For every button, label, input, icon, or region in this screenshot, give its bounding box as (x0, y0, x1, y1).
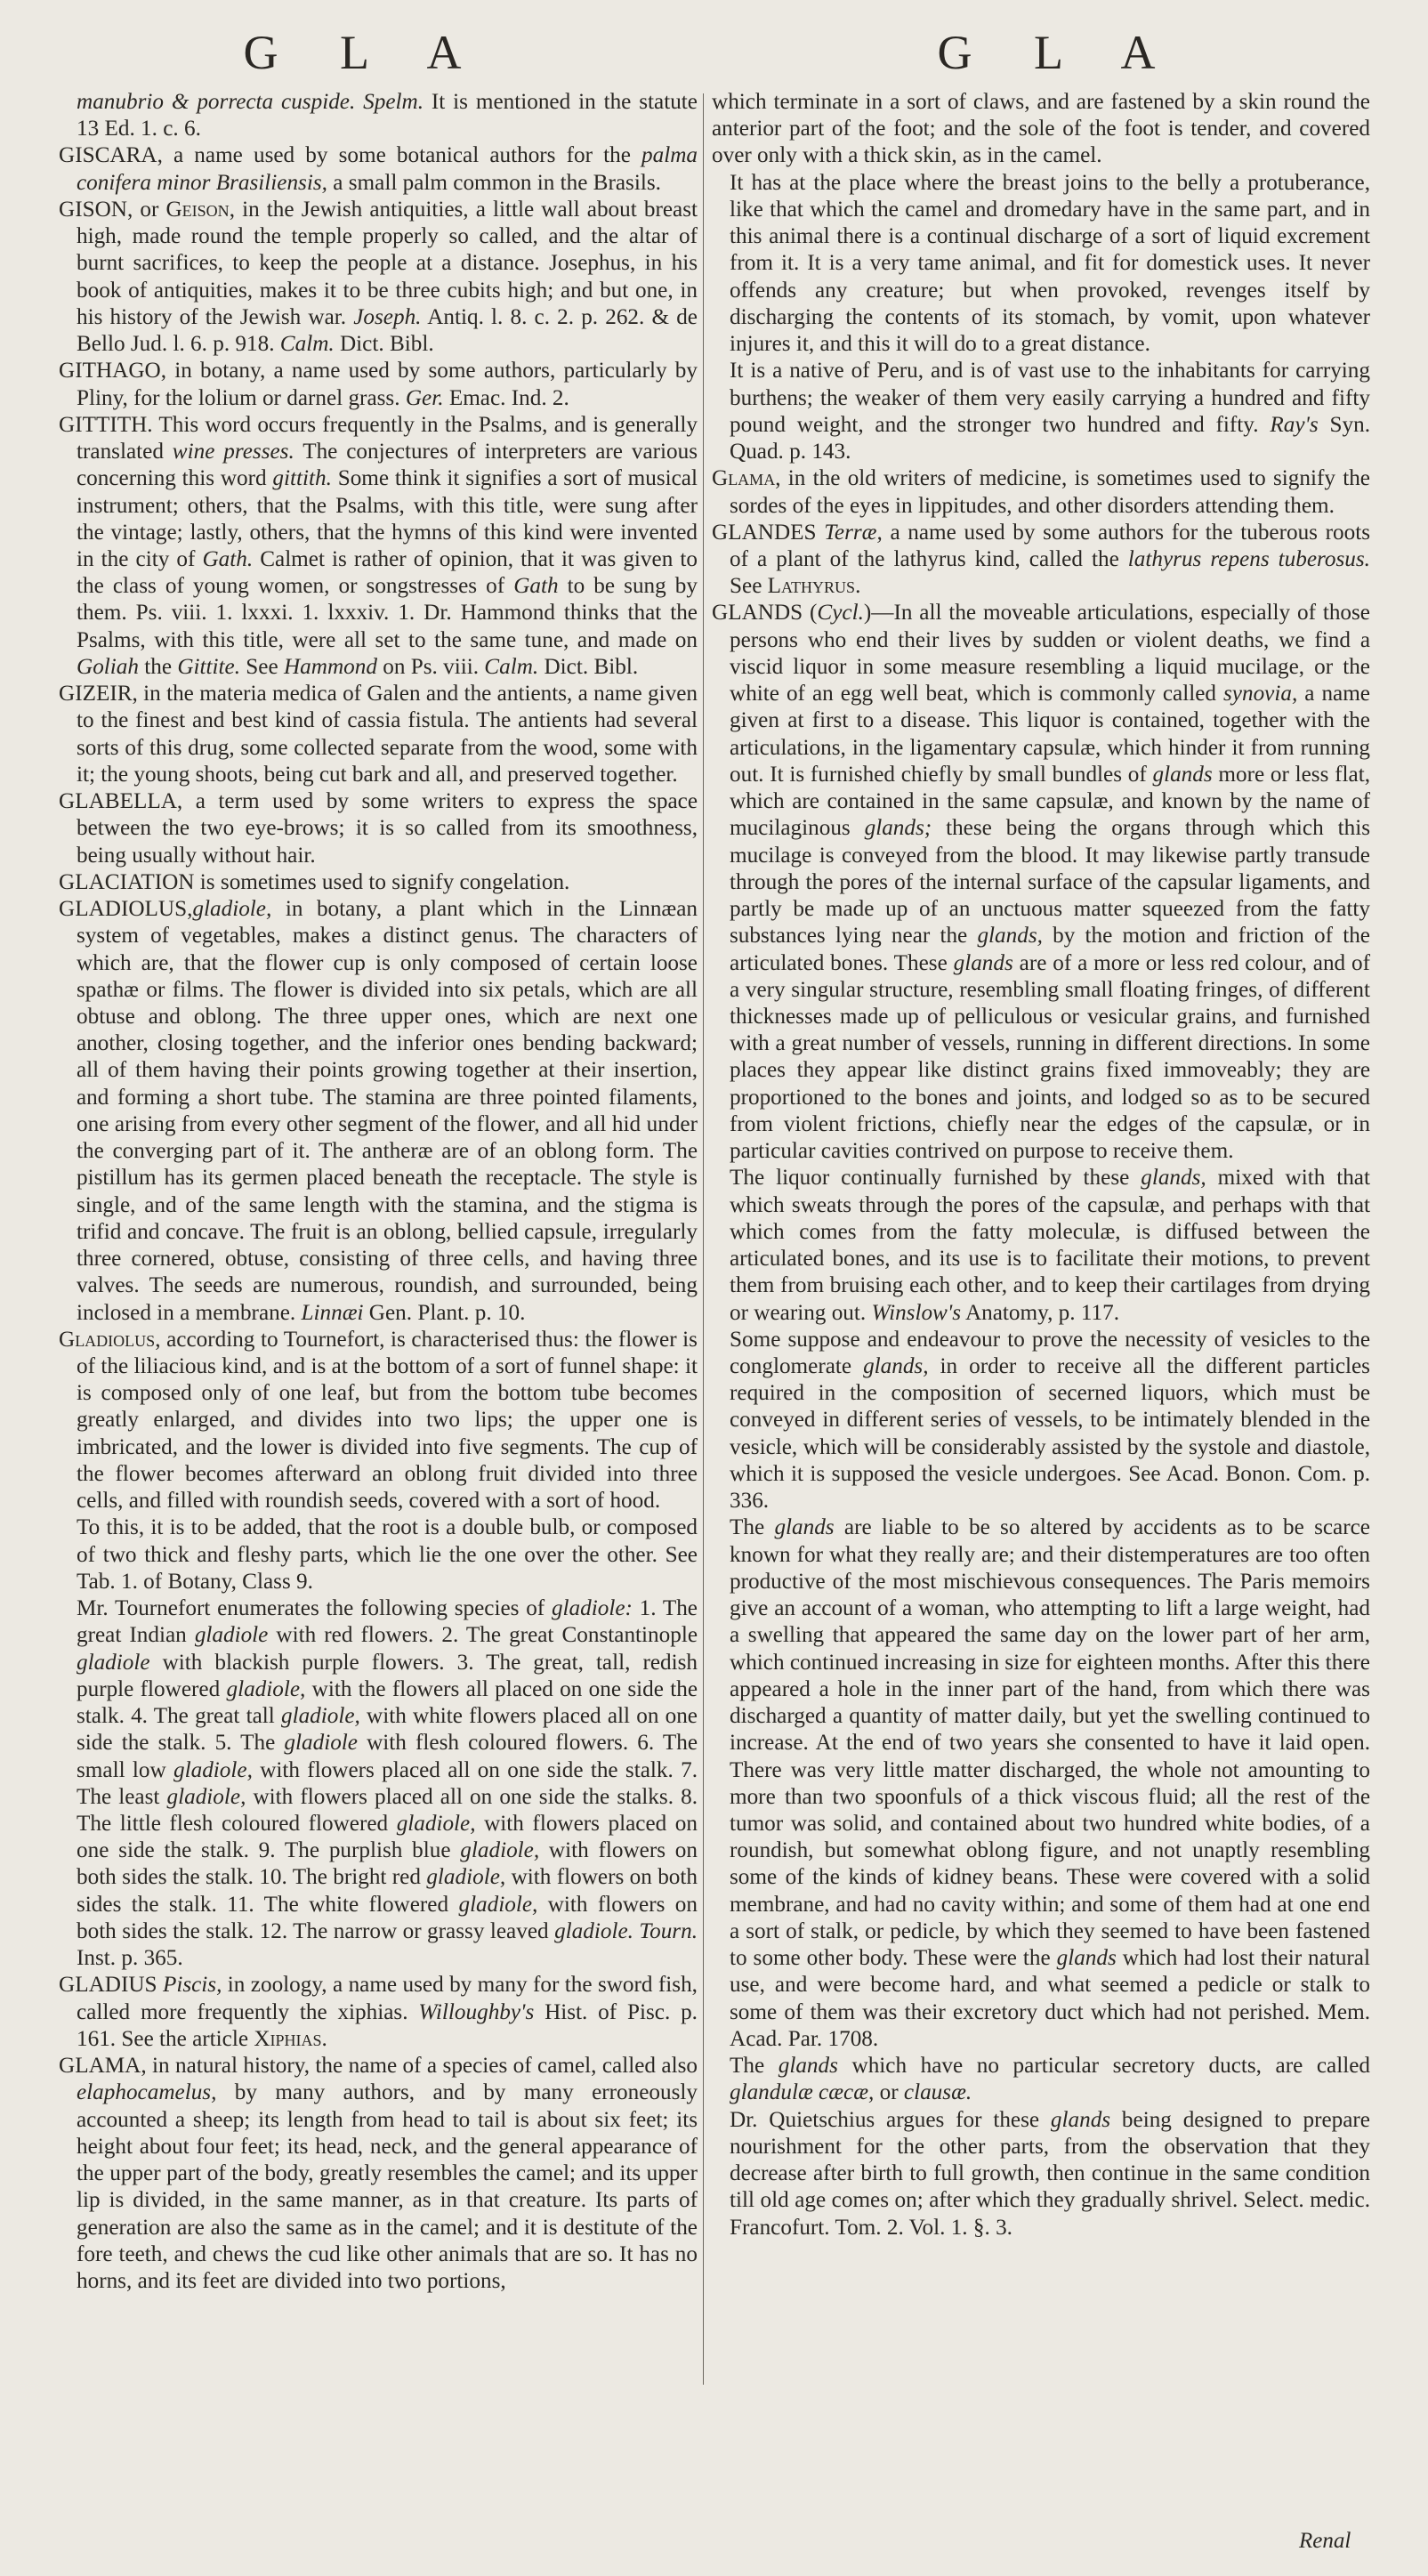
text-run: with flesh coloured flowers. 6. The small low (77, 1731, 698, 1782)
text-run: GIZEIR, in the materia medica of Galen and the antients, a name given to the finest and best kind of cassia fistula. The antients had several sorts of this drug, some collected separate from the wood, some with it; the young shoots, being cut bark and all, and preserved together. (59, 682, 698, 787)
text-run: a name used by some authors for the tuberous roots of a plant of the lathyrus kind, called the (730, 520, 1370, 571)
text-run: To this, it is to be added, that the root is a double bulb, or composed of two thick and fleshy parts, which lie the one over the other. See Tab. 1. of Botany, Class 9. (77, 1515, 698, 1594)
dictionary-entry (59, 2053, 698, 2295)
italic-run: glands, (863, 1354, 929, 1379)
paragraph (712, 2053, 1370, 2106)
paragraph (712, 1514, 1370, 2053)
italic-run: gladiole, (192, 897, 272, 922)
text-run: Dict. Bibl. (334, 332, 434, 357)
text-run: are of a more or less red colour, and of a very singular structure, resembling small floating fringes, of different thicknesses made up of pelliculous or vesicular grains, and furnished with a great number of vessels, running in different directions. In some places they appear like distinct grains fixed immoveably; they are proportioned to the bones and joints, and lodged so as to be secured from violent frictions, chiefly near the edges of the capsulæ, or in particular cavities contrived on purpose to receive them. (730, 950, 1370, 1164)
italic-run: glands, (977, 924, 1043, 949)
italic-run: gladiole (284, 1731, 358, 1756)
italic-run: gladiole, (426, 1865, 506, 1890)
running-head-right: G L A (937, 26, 1181, 79)
italic-run: Winslow's (871, 1300, 962, 1325)
text-run: )—In all the moveable articulations, especially of those persons who end their lives by sudden or violent deaths, we find a viscid liquor in some measure resembling a liquid mucilage, or the white of an egg well beat, which is commonly called (730, 601, 1370, 707)
italic-run: Gath. (202, 546, 254, 571)
text-run: GLAMA, in natural history, the name of a species of camel, called also (59, 2054, 698, 2079)
italic-run: glands (778, 2054, 838, 2079)
text-run: Some suppose and endeavour to prove the necessity of vesicles to the conglomerate (730, 1327, 1370, 1379)
paragraph (712, 170, 1370, 359)
text-run: which had lost their natural use, and were become hard, and what seemed a pedicle or stalk to some of them was their excretory duct which had not perished. Mem. Acad. Par. 1708. (730, 1946, 1370, 2051)
italic-run: gladiole, (460, 1838, 540, 1863)
text-run: being designed to prepare nourishment for the other parts, from the observation that they decrease after birth to full growth, then continue in the same condition till old age comes on; after which they gradually shrivel. Select. medic. Francofurt. Tom. 2. Vol. 1. §. 3. (730, 2107, 1370, 2240)
text-run: with the flowers all placed on one side the stalk. 4. The great tall (77, 1676, 698, 1729)
text-run: mixed with that which sweats through the pores of the capsulæ, and perhaps with that which comes from the fatty moleculæ, is diffused between the articulated bones, and its use is to facilitate their motions, to prevent them from bruising each other, and to keep their cartilages from drying or wearing out. (730, 1166, 1370, 1325)
italic-run: manubrio & porrecta cuspide. Spelm. (77, 90, 424, 114)
left-column (59, 89, 698, 2295)
text-run: . (321, 2026, 327, 2051)
text-run: or (874, 2080, 904, 2105)
paragraph (59, 1595, 698, 1972)
text-run: It is a native of Peru, and is of vast use to the inhabitants for carrying burthens; the weaker of them very easily carrying a hundred and fifty pound weight, and the stronger two hundred and fifty. (730, 359, 1370, 437)
paragraph (59, 1514, 698, 1595)
text-run: more or less flat, which are contained in the same capsulæ, and known by the name of mucilaginous (730, 762, 1371, 841)
italic-run: gladiole (194, 1623, 269, 1648)
italic-run: Gittite. (177, 654, 240, 679)
dictionary-entry (59, 869, 698, 896)
text-run: GLABELLA, a term used by some writers to express the space between the two eye-brows; it is so called from its smoothness, being usually without hair. (59, 789, 698, 868)
italic-run: lathyrus repens tuberosus. (1127, 546, 1370, 571)
text-run: Some think it signifies a sort of musical instrument; others, that the Psalms, with this title, were sung after the vintage; lastly, others, that the hymns of this kind were invented in the city of (77, 466, 698, 571)
paragraph (712, 358, 1370, 465)
text-run: Glama (712, 466, 776, 491)
text-run: with red flowers. 2. The great Constantinople (268, 1623, 698, 1648)
italic-run: gladiole, (280, 1704, 360, 1729)
italic-run: Goliah (77, 654, 139, 679)
text-run: Hist. of Pisc. p. 161. See the article (77, 1999, 698, 2051)
paragraph (712, 1165, 1370, 1326)
text-run: on Ps. viii. (376, 654, 485, 679)
italic-run: Terræ, (824, 520, 883, 545)
text-run: with flowers on both sides the stalk. 12. The narrow or grassy leaved (77, 1892, 698, 1943)
text-run: Gladiolus (59, 1327, 156, 1352)
text-run: . (855, 574, 861, 599)
text-run: GLADIUS (59, 1973, 163, 1998)
dictionary-entry (59, 412, 698, 681)
paragraph (712, 2107, 1370, 2241)
text-run: Inst. p. 365. (77, 1946, 183, 1971)
dictionary-entry (59, 358, 698, 411)
text-run: GLANDES (712, 520, 825, 545)
text-run: by the motion and friction of the articulated bones. These (730, 924, 1370, 975)
dictionary-entry (59, 896, 698, 1327)
text-run: , according to Tournefort, is characterised thus: the flower is of the liliacious kind, and is at the bottom of a sort of funnel shape: it is composed only of one leaf, but from the bottom tube becomes greatly enlarged, and divides into two lips; the upper one is imbricated, and the lower is divided into five segments. The cup of the flower becomes afterward an oblong fruit divided into three cells, and filled with roundish seeds, covered with a sort of hood. (77, 1327, 698, 1514)
text-run: by many authors, and by many erroneously accounted a sheep; its length from head to tail is about six feet; its height about four feet; its head, neck, and the general appearance of the upper part of the body, greatly resembles the camel; and its upper lip is divided, in the same manner, as in that creature. Its parts of generation are also the same as in the camel; and it is destitute of the fore teeth, and chews the cud like other animals that are so. It has no horns, and its feet are divided into two portions, (77, 2080, 698, 2293)
italic-run: glands (1050, 2107, 1111, 2132)
dictionary-entry (712, 600, 1370, 1165)
text-run: which terminate in a sort of claws, and are fastened by a skin round the anterior part of the foot; and the sole of the foot is tender, and covered over only with a thick skin, as in the camel. (712, 90, 1370, 168)
text-run: Calmet is rather of opinion, that it was given to the class of young women, or songstresses of (77, 546, 698, 599)
text-run: GISCARA, a name used by some botanical authors for the (59, 143, 642, 168)
dictionary-entry (59, 197, 698, 358)
text-run: Dict. Bibl. (538, 654, 639, 679)
text-run: in botany, a plant which in the Linnæan system of vegetables, makes a distinct genus. The characters of which are, that the flower cup is only composed of certain loose spathæ or films. The flower is divided into six petals, which are all obtuse and oblong. The three upper ones, which are next one another, closing together, and the inferior ones bending backward; all of them having their points growing together at their insertion, and forming a short tube. The stamina are three pointed filaments, one arising from every other segment of the flower, and all hid under the converging part of it. The antheræ are of an oblong form. The pistillum has its germen placed beneath the receptacle. The style is single, and of the same length with the stamina, and the stigma is trifid and concave. The fruit is an oblong, bellied capsule, irregularly three cornered, obtuse, consisting of three cells, and having three valves. The seeds are numerous, roundish, and surrounded, being inclosed in a membrane. (77, 897, 698, 1325)
italic-run: gladiole (77, 1650, 150, 1675)
italic-run: gladiole, (226, 1676, 306, 1701)
paragraph (59, 89, 698, 142)
italic-run: gladiole, (458, 1892, 538, 1917)
text-run: with flowers placed all on one side the stalks. 8. The little flesh coloured flowered (77, 1784, 698, 1836)
italic-run: elaphocamelus, (77, 2080, 217, 2105)
dictionary-entry (59, 1327, 698, 1515)
text-run: , in the old writers of medicine, is sometimes used to signify the sordes of the eyes in lippitudes, and other disorders attending them. (730, 466, 1370, 518)
catchword: Renal (1299, 2529, 1351, 2553)
dictionary-entry (712, 520, 1370, 601)
text-run: with flowers on both sides the stalk. 11. The white flowered (77, 1865, 698, 1917)
text-run: GITHAGO, in botany, a name used by some authors, particularly by Pliny, for the lolium or darnel grass. (59, 359, 698, 410)
text-run: GISON, or (59, 197, 166, 222)
italic-run: synovia, (1223, 682, 1298, 707)
italic-run: glands (953, 950, 1013, 975)
text-run: with flowers placed on one side the stalk. 9. The purplish blue (77, 1812, 698, 1863)
text-run: 1. The great Indian (77, 1596, 698, 1648)
paragraph (712, 89, 1370, 170)
text-run: Xiphias (254, 2026, 322, 2051)
text-run: GITTITH. This word occurs frequently in the Psalms, and is generally translated (59, 412, 698, 464)
italic-run: glands (1056, 1946, 1117, 1971)
dictionary-entry (59, 1972, 698, 2053)
text-run: , in the Jewish antiquities, a little wall about breast high, made round the temple properly so called, and the altar of burnt sacrifices, to keep the people at a distance. Josephus, in his book of antiquities, makes it to be three cubits high; and but one, in his history of the Jewish war. (77, 197, 698, 329)
italic-run: Cycl. (817, 601, 864, 626)
text-run: Anatomy, p. 117. (961, 1300, 1119, 1325)
italic-run: glandulæ cæcæ, (730, 2080, 875, 2105)
text-run: these being the organs through which this mucilage is conveyed from the blood. It may likewise partly transude through the pores of the internal surface of the capsular ligaments, and partly be made up of an unctuous matter squeezed from the fatty substances lying near the (730, 816, 1370, 949)
italic-run: Linnæi (301, 1300, 364, 1325)
italic-run: gladiole: (551, 1596, 633, 1621)
italic-run: glands (774, 1515, 835, 1540)
italic-run: Ray's (1270, 412, 1319, 437)
italic-run: Tourn. (639, 1918, 698, 1943)
text-run: which have no particular secretory ducts, are called (837, 2054, 1370, 2079)
italic-run: wine presses. (172, 440, 294, 464)
italic-run: Calm. (484, 654, 539, 679)
text-run: It has at the place where the breast joins to the belly a protuberance, like that which the camel and dromedary have in the same part, and in this animal there is a continual discharge of a sort of liquid excrement from it. It is a very tame animal, and fit for domestick uses. It never offends any creature; but when provoked, revenges itself by discharging the contents of its stomach, by vomit, upon whatever injures it, and this it will do to a great distance. (730, 170, 1370, 357)
text-run: the (138, 654, 178, 679)
dictionary-entry (59, 681, 698, 788)
right-column (712, 89, 1370, 2241)
dictionary-entry (712, 465, 1370, 519)
text-run: GLANDS ( (712, 601, 818, 626)
italic-run: gladiole, (166, 1784, 246, 1809)
text-run: GLADIOLUS, (59, 897, 193, 922)
italic-run: glands (1152, 762, 1213, 787)
text-run: with flowers on both sides the stalk. 10. The bright red (77, 1838, 698, 1890)
text-run: with white flowers placed all on one side the stalk. 5. The (77, 1704, 698, 1756)
italic-run: gladiole, (173, 1757, 253, 1782)
text-run: Antiq. l. 8. c. 2. p. 262. & de Bello Jud. l. 6. p. 918. (77, 304, 698, 357)
text-run: Syn. Quad. p. 143. (730, 412, 1371, 464)
italic-run: Willoughby's (418, 1999, 535, 2024)
text-run: The conjectures of interpreters are various concerning this word (77, 440, 698, 491)
italic-run: gladiole. (554, 1918, 633, 1943)
italic-run: Calm. (279, 332, 335, 357)
paragraph (712, 1327, 1370, 1515)
text-run: See (730, 574, 768, 599)
text-run: It is mentioned in the statute 13 Ed. 1. c. 6. (77, 90, 698, 141)
italic-run: Piscis, (162, 1973, 222, 1998)
italic-run: clausæ. (903, 2080, 972, 2105)
text-run: a name given at first to a disease. This liquor is contained, together with the articulations, in the ligamentary capsulæ, which hinder it from running out. It is furnished chiefly by small bundles of (730, 682, 1370, 787)
italic-run: palma conifera minor Brasiliensis, (77, 143, 698, 195)
text-run: Emac. Ind. 2. (443, 385, 569, 410)
text-run: are liable to be so altered by accidents as to be scarce known for what they really are; and their distemperatures are too often productive of the most mischievous consequences. The Paris memoirs give an account of a woman, who attempting to lift a large weight, had a swelling that appeared the same day on the lower part of her arm, which continued increasing in size for eighteen months. After this there appeared a hole in the inner part of the hand, from which there was discharged a quantity of matter daily, but yet the swelling continued to increase. At the end of two years she consented to have it laid open. There was very little matter discharged, the whole not amounting to more than two spoonfuls of a thick viscous fluid; all the rest of the tumor was solid, and contained about two hundred white bodies, of a roundish, but somewhat oblong figure, and not unaptly resembling some of the kinds of kidney beans. These were covered with a solid membrane, and had no cavity within; and some of them had at one end a sort of stalk, or pedicle, by which they seemed to have been fastened to some other body. These were the (730, 1515, 1370, 1971)
italic-run: gittith. (272, 466, 332, 491)
italic-run: glands, (1141, 1166, 1206, 1191)
text-run: Mr. Tournefort enumerates the following species of (77, 1596, 552, 1621)
dictionary-entry (59, 142, 698, 196)
text-run: with flowers placed all on one side the stalk. 7. The least (77, 1757, 698, 1809)
text-run: in zoology, a name used by many for the sword fish, called more frequently the xiphias. (77, 1973, 698, 2024)
italic-run: Ger. (405, 385, 444, 410)
italic-run: Joseph. (353, 304, 422, 329)
italic-run: glands; (864, 816, 932, 841)
text-run: The (730, 2054, 779, 2079)
text-run: in order to receive all the different particles required in the composition of secerned liquors, which must be conveyed in different series of vessels, to be intimately blended in the vesicle, which will be considerably assisted by the systole and diastole, which it is supposed the vesicle undergoes. See Acad. Bonon. Com. p. 336. (730, 1354, 1370, 1514)
running-head-left: G L A (243, 26, 487, 79)
dictionary-entry (59, 788, 698, 869)
text-run: with blackish purple flowers. 3. The great, tall, redish purple flowered (77, 1650, 698, 1701)
text-run: The liquor continually furnished by these (730, 1166, 1142, 1191)
text-run: a small palm common in the Brasils. (327, 170, 661, 195)
text-run: to be sung by them. Ps. viii. 1. lxxxi. 1. lxxxiv. 1. Dr. Hammond thinks that the Psalms, with this title, were all set to the same tune, and made on (77, 574, 698, 652)
text-run: Geison (165, 197, 230, 222)
text-run: Dr. Quietschius argues for these (730, 2107, 1051, 2132)
text-run: Gen. Plant. p. 10. (363, 1300, 526, 1325)
text-run: Lathyrus (767, 574, 856, 599)
text-run: See (240, 654, 284, 679)
text-run: The (730, 1515, 775, 1540)
text-run: GLACIATION is sometimes used to signify congelation. (59, 869, 570, 894)
column-divider (703, 93, 704, 2385)
italic-run: Hammond (283, 654, 377, 679)
italic-run: gladiole, (396, 1812, 476, 1836)
italic-run: Gath (513, 574, 559, 599)
